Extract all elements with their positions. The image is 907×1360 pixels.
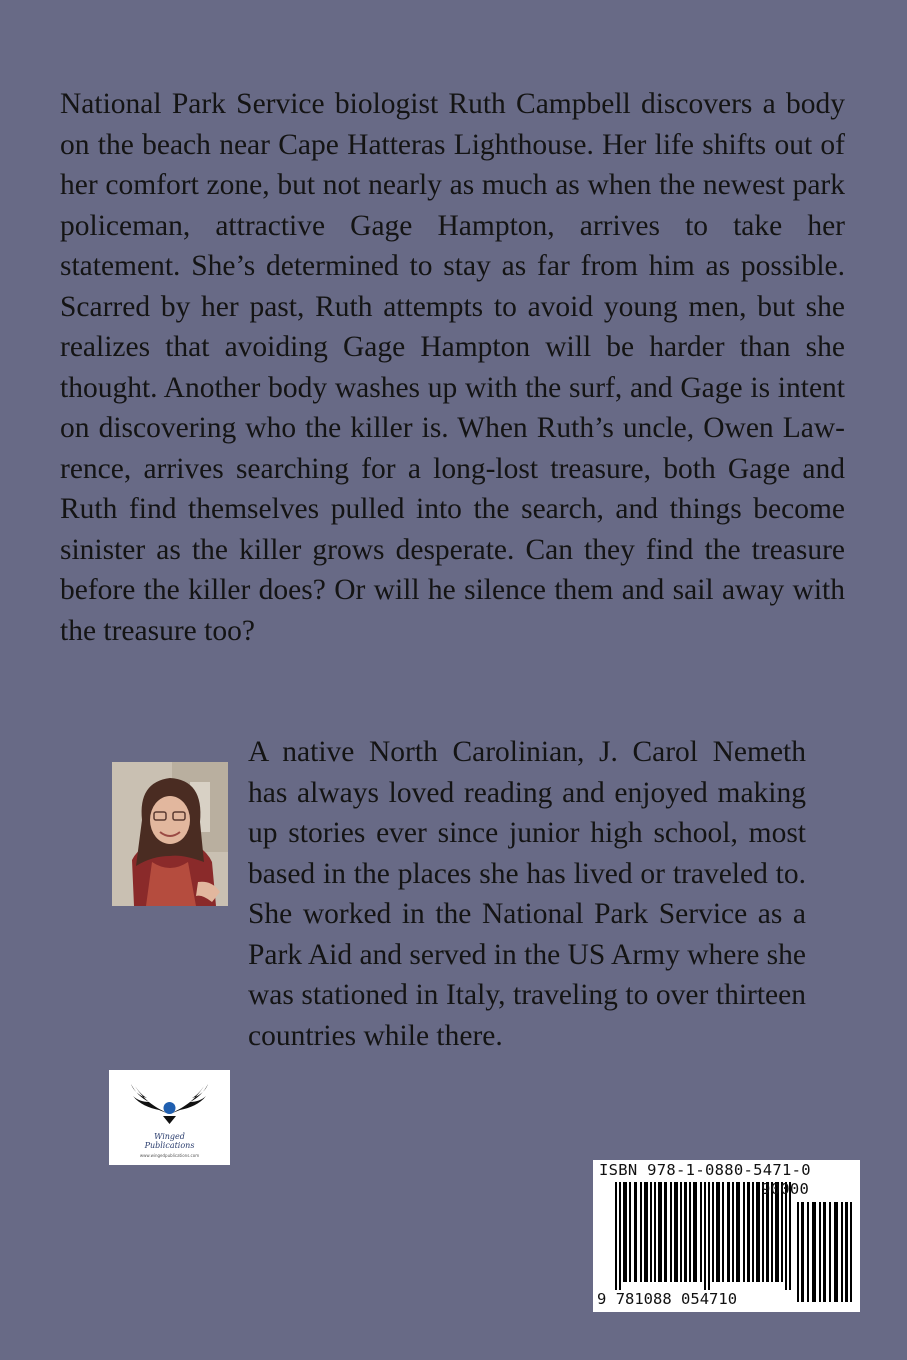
ean-right-group: 054710 bbox=[681, 1290, 738, 1308]
isbn-barcode bbox=[593, 1160, 860, 1312]
ean-digits bbox=[597, 1290, 737, 1308]
author-bio: A native North Carolinian, J. Carol Nemeth has always loved reading and enjoyed making up stories ever since junior high school, most based in the places she has lived or traveled to. She worked in the National Park Service as a Park Aid and served in the US Army where she was stationed in Italy, traveling to over thirteen countries while there. bbox=[248, 736, 806, 1052]
ean-left-group: 781088 bbox=[615, 1290, 672, 1308]
author-photo bbox=[112, 762, 228, 906]
isbn-number: ISBN 978-1-0880-5471-0 bbox=[599, 1161, 811, 1179]
winged-eagle-icon bbox=[109, 1070, 230, 1132]
publisher-name-line2: Publications bbox=[144, 1141, 195, 1150]
back-cover-blurb: National Park Service biologist Ruth Campbell discovers a body on the beach near Cape Hatteras Lighthouse. Her life shifts out of her comfort zone, but not nearly as much as when the newest park policeman, attractive Gage Hampton, arrives to take her statement. She’s determined to stay as far from him as possible. Scarred by her past, Ruth attempts to avoid young men, but she realizes that avoiding Gage Hampton will be harder than she thought. Another body washes up with the surf, and Gage is intent on discovering who the killer is. When Ruth’s uncle, Owen Lawrence, arrives searching for a long-lost treasure, both Gage and Ruth find themselves pulled into the search, and things become sinister as the killer grows desperate. Can they find the treasure before the killer does? Or will he silence them and sail away with the treasure too? bbox=[60, 88, 845, 647]
price-addon: 90000 bbox=[761, 1180, 810, 1198]
publisher-name-line1: Winged bbox=[154, 1132, 185, 1141]
publisher-url: www.wingedpublications.com bbox=[139, 1153, 200, 1158]
publisher-logo bbox=[109, 1070, 230, 1165]
ean-first-digit: 9 bbox=[597, 1290, 607, 1308]
